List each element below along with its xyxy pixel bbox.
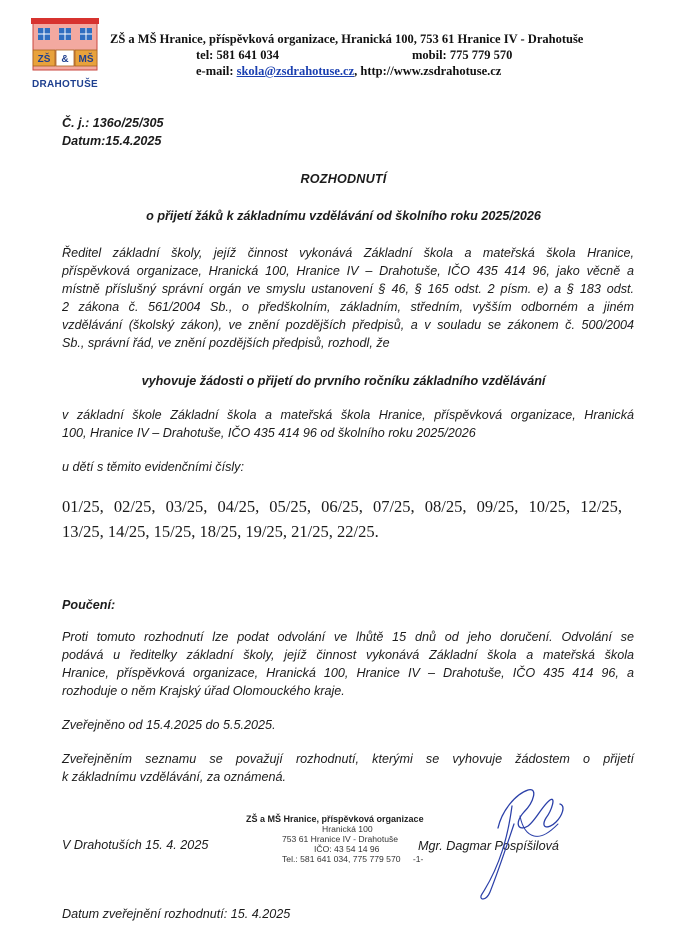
publication-date: Datum zveřejnění rozhodnutí: 15. 4.2025 xyxy=(62,907,291,921)
pouceni-line: podává u ředitelky základní školy, jejíž činnost vykonává Základní škola a mateřská škola xyxy=(62,648,634,662)
intro-line: Ředitel základní školy, jejíž činnost vykonává Základní škola a mateřská škola Hranice, xyxy=(62,246,634,260)
header-contacts xyxy=(196,64,501,79)
header-phone: tel: 581 641 034 xyxy=(196,48,279,62)
pouceni-paragraph xyxy=(62,628,634,700)
stamp-line: ZŠ a MŠ Hranice, příspěvková organizace xyxy=(246,814,424,824)
notice-line: k základnímu vzdělávání, za oznámená. xyxy=(62,770,287,784)
intro-line: vzdělávání (školský zákon), ve znění pozdějších předpisů, a v souladu se zákonem č. 500/2004 xyxy=(62,318,634,332)
school-line: v základní škole Základní škola a mateřská škola Hranice, příspěvková organizace, Hranická xyxy=(62,408,634,422)
evidence-line: 01/25, 02/25, 03/25, 04/25, 05/25, 06/25, 07/25, 08/25, 09/25, 10/25, 12/25, xyxy=(62,497,622,516)
logo-badge-amp: & xyxy=(61,54,69,65)
intro-line: příspěvková organizace, Hranická 100, Hranice IV – Drahotuše, IČO 435 414 96, jako věcně a xyxy=(62,264,634,278)
school-line: 100, Hranice IV – Drahotuše, IČO 435 414 96 od školního roku 2025/2026 xyxy=(62,426,476,440)
signatory-name: Mgr. Dagmar Pospíšilová xyxy=(418,839,559,853)
stamp-mark: -1- xyxy=(412,854,424,864)
published-period: Zveřejněno od 15.4.2025 do 5.5.2025. xyxy=(62,718,276,732)
logo-name: DRAHOTUŠE xyxy=(31,79,99,90)
pouceni-line: Proti tomuto rozhodnutí lze podat odvolání ve lhůtě 15 dnů od jeho doručení. Odvolání se xyxy=(62,630,634,644)
pouceni-line: rozhoduje o něm Krajský úřad Olomouckého kraje. xyxy=(62,684,345,698)
school-logo xyxy=(30,16,100,90)
stamp-phone: Tel.: 581 641 034, 775 779 570 xyxy=(282,854,401,864)
handwritten-signature xyxy=(468,776,578,906)
stamp-line: 753 61 Hranice IV - Drahotuše xyxy=(282,834,399,844)
reference-number: Č. j.: 136o/25/305 xyxy=(62,116,164,130)
header-mobile: mobil: 775 779 570 xyxy=(412,48,513,62)
notice-line: Zveřejněním seznamu se považují rozhodnutí, kterými se vyhovuje žádostem o přijetí xyxy=(62,752,634,766)
logo-badge-right: MŠ xyxy=(78,54,94,65)
stamp-line xyxy=(282,854,466,864)
logo-badge-left: ZŠ xyxy=(37,54,51,65)
document-title: ROZHODNUTÍ xyxy=(300,172,387,186)
evidence-line: 13/25, 14/25, 15/25, 18/25, 19/25, 21/25, 22/25. xyxy=(62,522,379,541)
document-subtitle: o přijetí žáků k základnímu vzdělávání od školního roku 2025/2026 xyxy=(146,209,541,223)
email-link[interactable]: skola@zsdrahotuse.cz xyxy=(236,64,355,78)
header-address: ZŠ a MŠ Hranice, příspěvková organizace, Hranická 100, 753 61 Hranice IV - Drahotuše xyxy=(110,32,584,46)
children-label: u dětí s těmito evidenčními čísly: xyxy=(62,460,244,474)
reference-date: Datum:15.4.2025 xyxy=(62,134,162,148)
pouceni-heading: Poučení: xyxy=(62,598,116,612)
intro-line: 2 zákona č. 561/2004 Sb., o předškolním, základním, středním, vyšším odborném a jiném xyxy=(62,300,634,314)
web-link[interactable]: , http://www.zsdrahotuse.cz xyxy=(354,64,502,78)
evidence-numbers xyxy=(62,494,634,544)
decision-statement: vyhovuje žádosti o přijetí do prvního ročníku základního vzdělávání xyxy=(141,374,546,388)
intro-line: místně příslušný správní orgán ve smyslu ustanovení § 46, § 165 odst. 2 písm. e) a § 183 odst. xyxy=(62,282,634,296)
school-paragraph xyxy=(62,406,634,442)
school-building-icon xyxy=(30,16,100,76)
place-and-date: V Drahotuších 15. 4. 2025 xyxy=(62,838,209,852)
intro-paragraph xyxy=(62,244,634,352)
intro-line: Sb., správní řád, ve znění pozdějších předpisů, rozhodl, že xyxy=(62,336,390,350)
pouceni-line: Hranice, příspěvková organizace, Hranická 100, Hranice IV – Drahotuše, IČO 435 414 96, a xyxy=(62,666,634,680)
email-label: e-mail: xyxy=(196,64,237,78)
stamp-line: Hranická 100 xyxy=(322,824,373,834)
stamp-line: IČO: 43 54 14 96 xyxy=(314,844,380,854)
